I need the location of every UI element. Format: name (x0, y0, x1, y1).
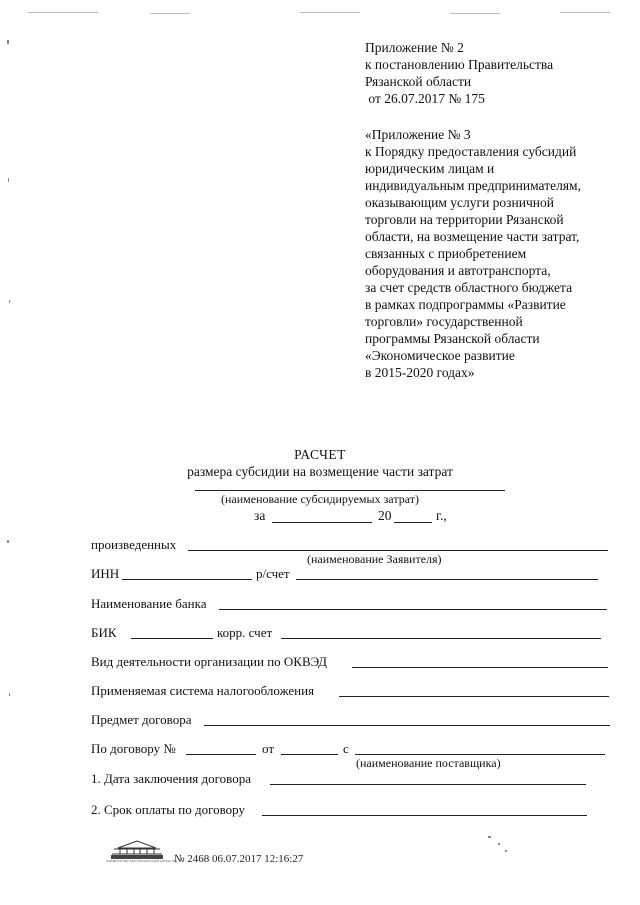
supplier-caption: (наименование поставщика) (356, 756, 501, 770)
order-line: в 2015-2020 годах» (365, 365, 475, 380)
item-1-label: 1. Дата заключения договора (91, 771, 251, 786)
order-line: торговли» государственной (365, 314, 523, 329)
inn-line[interactable] (122, 579, 252, 580)
applicant-name-line[interactable] (188, 550, 608, 551)
okved-line[interactable] (352, 667, 608, 668)
order-line: области, на возмещение части затрат, (365, 229, 580, 244)
order-line: «Приложение № 3 (365, 127, 471, 142)
document-subtitle: размера субсидии на возмещение части затрат (187, 464, 453, 479)
account-line[interactable] (296, 579, 598, 580)
scan-speck (9, 693, 10, 696)
order-reference-block (365, 126, 581, 381)
order-line: в рамках подпрограммы «Развитие (365, 297, 566, 312)
bik-line[interactable] (131, 638, 213, 639)
period-year-label: 20 (378, 508, 392, 523)
okved-label: Вид деятельности организации по ОКВЭД (91, 654, 327, 669)
scan-speck (9, 300, 10, 303)
order-line: оказывающим услуги розничной (365, 195, 554, 210)
item-2-line[interactable] (262, 815, 587, 816)
order-line: к Порядку предоставления субсидий (365, 144, 577, 159)
bik-label: БИК (91, 625, 117, 640)
period-date-line[interactable] (272, 522, 372, 523)
order-line: юридическим лицам и (365, 161, 495, 176)
period-year-line[interactable] (394, 522, 432, 523)
scan-artifact-top-3 (300, 12, 360, 13)
scan-artifact-top-2 (150, 13, 190, 14)
contract-number-label: По договору № (91, 741, 176, 756)
contract-subject-line[interactable] (204, 725, 610, 726)
contract-number-line[interactable] (186, 754, 256, 755)
bank-line[interactable] (219, 609, 607, 610)
corr-account-label: корр. счет (217, 625, 273, 640)
scan-artifact-top-4 (450, 13, 500, 14)
applicant-caption: (наименование Заявителя) (307, 552, 442, 566)
item-2-label: 2. Срок оплаты по договору (91, 802, 245, 817)
tax-system-line[interactable] (339, 696, 609, 697)
stamp-caption: ПРАВИТЕЛЬСТВО РЯЗАНСКОЙ ОБЛАСТИ (106, 859, 177, 863)
contract-date-line[interactable] (281, 754, 338, 755)
scan-artifact-top-5 (560, 12, 610, 13)
order-line: оборудования и автотранспорта, (365, 263, 551, 278)
scan-speck (8, 178, 9, 182)
order-line: программы Рязанской области (365, 331, 540, 346)
order-line: торговли на территории Рязанской (365, 212, 564, 227)
scan-speck (7, 540, 9, 543)
corr-account-line[interactable] (281, 638, 601, 639)
tax-system-label: Применяемая система налогообложения (91, 683, 315, 698)
inn-label: ИНН (91, 566, 120, 581)
appendix-header (365, 39, 553, 107)
produced-label: произведенных (91, 537, 177, 552)
scan-speck (505, 850, 507, 852)
scan-artifact-top-1 (28, 12, 98, 13)
appendix-line: от 26.07.2017 № 175 (365, 91, 485, 106)
government-building-stamp-icon (108, 840, 166, 860)
scan-speck (488, 836, 491, 838)
order-line: «Экономическое развитие (365, 348, 515, 363)
appendix-line: к постановлению Правительства (365, 57, 554, 72)
scan-speck (7, 40, 9, 44)
appendix-line: Приложение № 2 (365, 40, 464, 55)
appendix-line: Рязанской области (365, 74, 472, 89)
order-line: индивидуальным предпринимателям, (365, 178, 581, 193)
costs-caption: (наименование субсидируемых затрат) (221, 492, 419, 506)
period-for-label: за (254, 508, 266, 523)
scan-speck (498, 843, 500, 845)
period-suffix: г., (436, 508, 447, 523)
contract-subject-label: Предмет договора (91, 712, 192, 727)
order-line: за счет средств областного бюджета (365, 280, 573, 295)
bank-label: Наименование банка (91, 596, 207, 611)
contract-from-label: от (262, 741, 275, 756)
item-1-line[interactable] (270, 784, 586, 785)
account-label: р/счет (256, 566, 290, 581)
order-line: связанных с приобретением (365, 246, 527, 261)
registration-stamp: № 2468 06.07.2017 12:16:27 (174, 853, 304, 865)
supplier-name-line[interactable] (355, 754, 605, 755)
contract-with-label: с (343, 741, 349, 756)
document-title: РАСЧЕТ (294, 447, 346, 462)
costs-name-line[interactable] (195, 490, 505, 491)
